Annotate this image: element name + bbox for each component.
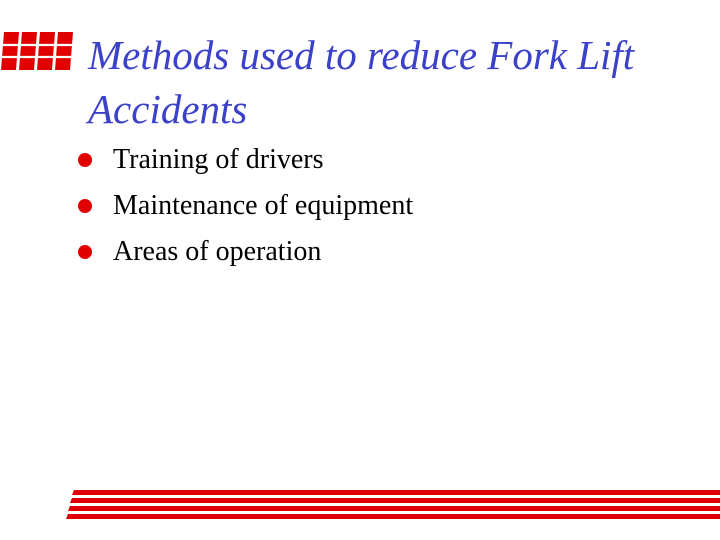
- bullet-item: [78, 137, 413, 183]
- bullet-dot-icon: [78, 245, 92, 259]
- footer-stripes-icon: [0, 488, 720, 522]
- bullet-item: [78, 183, 413, 229]
- bullet-dot-icon: [78, 199, 92, 213]
- bullet-text: Training of drivers: [113, 144, 324, 175]
- bullet-dot-icon: [78, 153, 92, 167]
- bullet-text: Areas of operation: [113, 236, 322, 267]
- bullet-item: [78, 229, 413, 275]
- bullet-list: [78, 137, 413, 275]
- title-stripes-icon: [0, 30, 76, 72]
- slide-title: Methods used to reduce Fork Lift Accidents: [88, 32, 635, 132]
- bullet-text: Maintenance of equipment: [113, 190, 414, 221]
